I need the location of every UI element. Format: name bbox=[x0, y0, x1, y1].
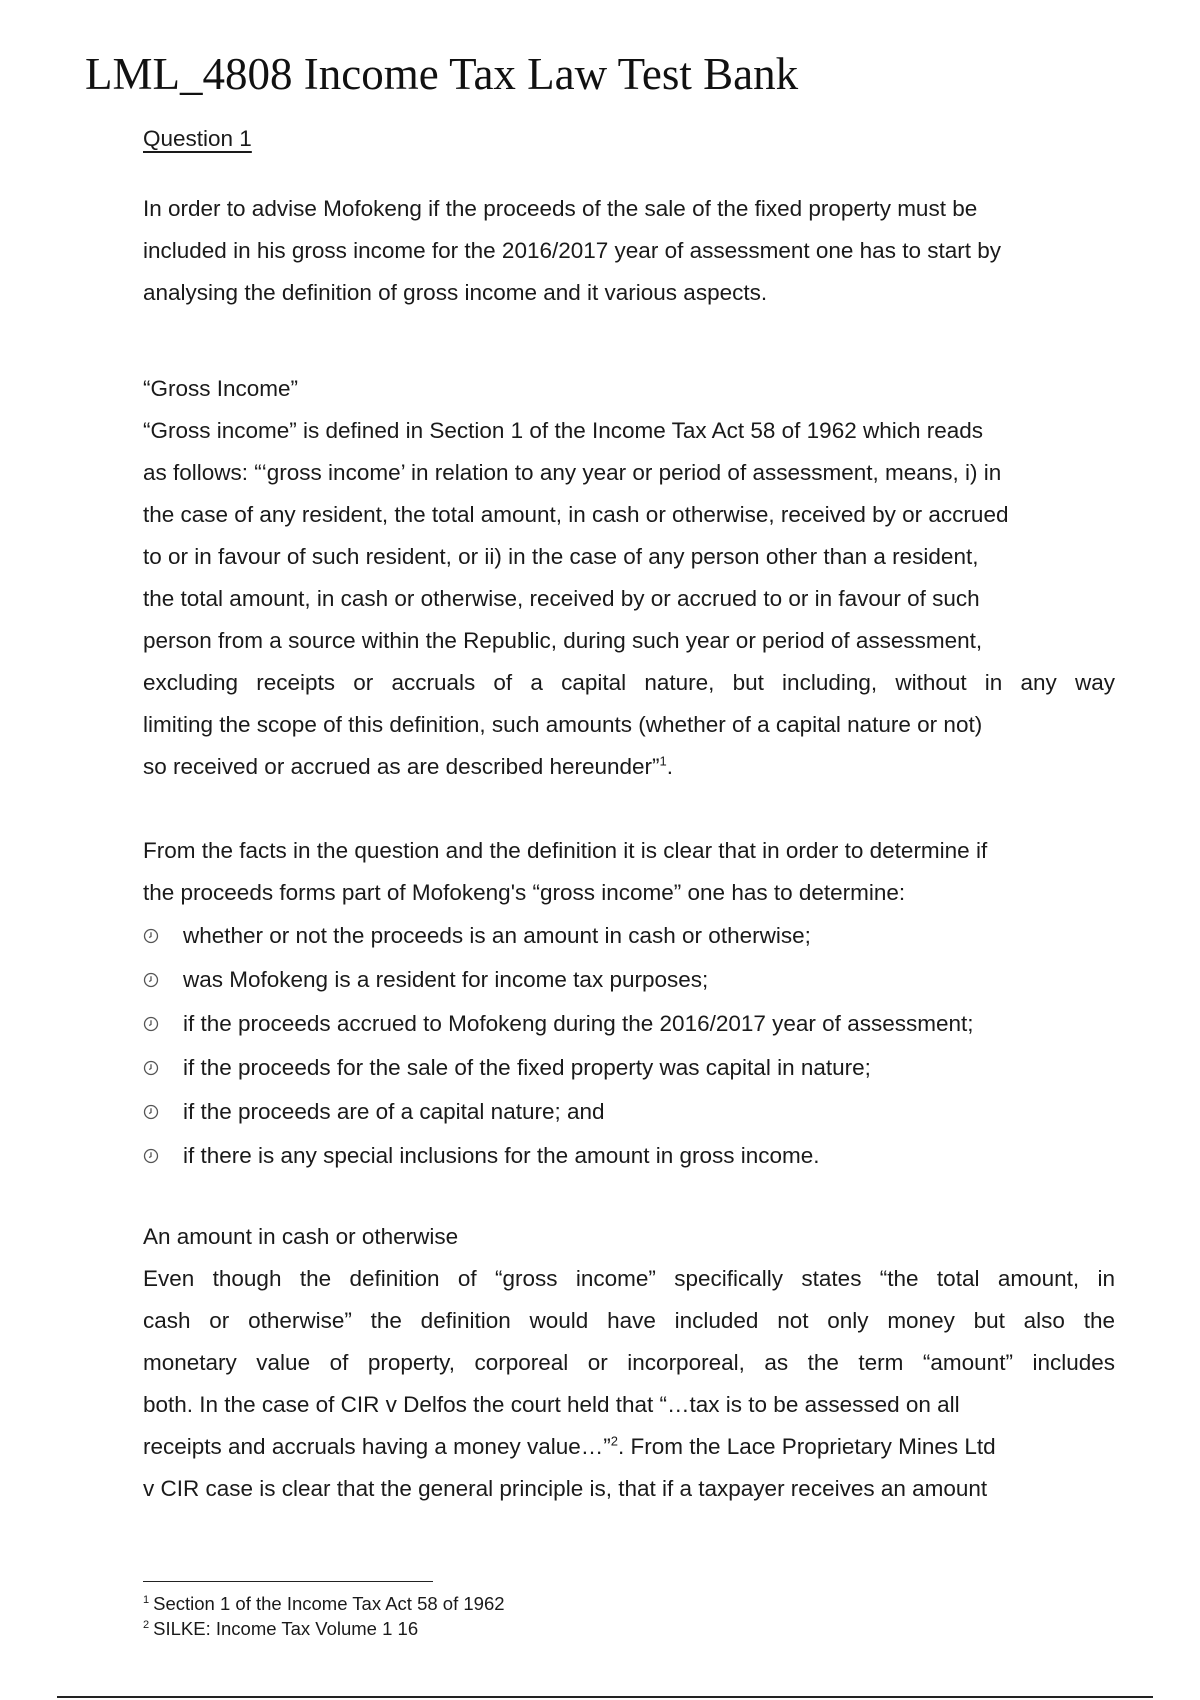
amount-line: both. In the case of CIR v Delfos the court held that “…tax is to be assessed on all bbox=[143, 1392, 960, 1417]
clock-icon bbox=[143, 972, 159, 988]
definition-end-punct: . bbox=[666, 754, 674, 779]
footnote-item bbox=[143, 1616, 505, 1641]
determination-list bbox=[143, 914, 974, 1178]
definition-line: person from a source within the Republic, during such year or period of assessment, bbox=[143, 628, 983, 653]
definition-line: “Gross income” is defined in Section 1 of the Income Tax Act 58 of 1962 which reads bbox=[143, 418, 984, 443]
footnote-item bbox=[143, 1591, 505, 1616]
footnote-number: 2 bbox=[143, 1618, 150, 1631]
page-bottom-rule bbox=[57, 1696, 1153, 1698]
clock-icon bbox=[143, 1104, 159, 1120]
list-item bbox=[143, 1002, 974, 1046]
document-title: LML_4808 Income Tax Law Test Bank bbox=[85, 49, 799, 99]
intro-paragraph bbox=[143, 188, 1115, 314]
list-item bbox=[143, 1046, 974, 1090]
list-item-text: if the proceeds for the sale of the fixed property was capital in nature; bbox=[183, 1055, 871, 1080]
clock-icon bbox=[143, 928, 159, 944]
definition-line: excluding receipts or accruals of a capital nature, but including, without in any way bbox=[143, 670, 1115, 695]
facts-line: From the facts in the question and the definition it is clear that in order to determine if bbox=[143, 838, 988, 863]
footnotes bbox=[143, 1591, 505, 1641]
gross-income-heading: “Gross Income” bbox=[143, 376, 299, 401]
intro-line: In order to advise Mofokeng if the proceeds of the sale of the fixed property must be bbox=[143, 196, 978, 221]
definition-line-text: so received or accrued as are described hereunder” bbox=[143, 754, 660, 779]
facts-paragraph bbox=[143, 830, 1115, 914]
list-item-text: if the proceeds are of a capital nature; and bbox=[183, 1099, 605, 1124]
footnote-separator bbox=[143, 1581, 433, 1582]
amount-line: cash or otherwise” the definition would have included not only money but also the bbox=[143, 1308, 1115, 1333]
amount-line: monetary value of property, corporeal or incorporeal, as the term “amount” includes bbox=[143, 1350, 1115, 1375]
amount-line-with-ref bbox=[143, 1426, 1115, 1468]
definition-line: the total amount, in cash or otherwise, received by or accrued to or in favour of such bbox=[143, 586, 980, 611]
clock-icon bbox=[143, 1060, 159, 1076]
clock-icon bbox=[143, 1016, 159, 1032]
facts-line: the proceeds forms part of Mofokeng's “gross income” one has to determine: bbox=[143, 880, 906, 905]
list-item bbox=[143, 958, 974, 1002]
gross-income-definition bbox=[143, 410, 1115, 788]
definition-line: limiting the scope of this definition, such amounts (whether of a capital nature or not) bbox=[143, 712, 983, 737]
footnote-ref-2[interactable]: 2 bbox=[610, 1433, 618, 1449]
amount-line-text: . From the Lace Proprietary Mines Ltd bbox=[617, 1434, 996, 1459]
definition-line: the case of any resident, the total amount, in cash or otherwise, received by or accrued bbox=[143, 502, 1009, 527]
intro-line: analysing the definition of gross income and it various aspects. bbox=[143, 280, 768, 305]
amount-line: Even though the definition of “gross income” specifically states “the total amount, in bbox=[143, 1266, 1115, 1291]
list-item bbox=[143, 914, 974, 958]
list-item-text: was Mofokeng is a resident for income tax purposes; bbox=[183, 967, 709, 992]
definition-line-last bbox=[143, 746, 1115, 788]
amount-heading: An amount in cash or otherwise bbox=[143, 1224, 459, 1249]
list-item-text: whether or not the proceeds is an amount in cash or otherwise; bbox=[183, 923, 811, 948]
clock-icon bbox=[143, 1148, 159, 1164]
footnote-ref-1[interactable]: 1 bbox=[659, 753, 667, 769]
amount-paragraph bbox=[143, 1258, 1115, 1510]
list-item-text: if there is any special inclusions for the amount in gross income. bbox=[183, 1143, 820, 1168]
list-item bbox=[143, 1134, 974, 1178]
footnote-number: 1 bbox=[143, 1593, 150, 1606]
list-item bbox=[143, 1090, 974, 1134]
list-item-text: if the proceeds accrued to Mofokeng during the 2016/2017 year of assessment; bbox=[183, 1011, 974, 1036]
footnote-text: SILKE: Income Tax Volume 1 16 bbox=[153, 1618, 419, 1639]
footnote-text: Section 1 of the Income Tax Act 58 of 1962 bbox=[153, 1593, 505, 1614]
amount-line: v CIR case is clear that the general principle is, that if a taxpayer receives an amount bbox=[143, 1476, 988, 1501]
definition-line: as follows: “‘gross income’ in relation to any year or period of assessment, means, i) in bbox=[143, 460, 1002, 485]
intro-line: included in his gross income for the 2016/2017 year of assessment one has to start by bbox=[143, 238, 1001, 263]
question-heading: Question 1 bbox=[143, 126, 252, 151]
definition-line: to or in favour of such resident, or ii) in the case of any person other than a resident, bbox=[143, 544, 979, 569]
amount-line-text: receipts and accruals having a money value…” bbox=[143, 1434, 611, 1459]
